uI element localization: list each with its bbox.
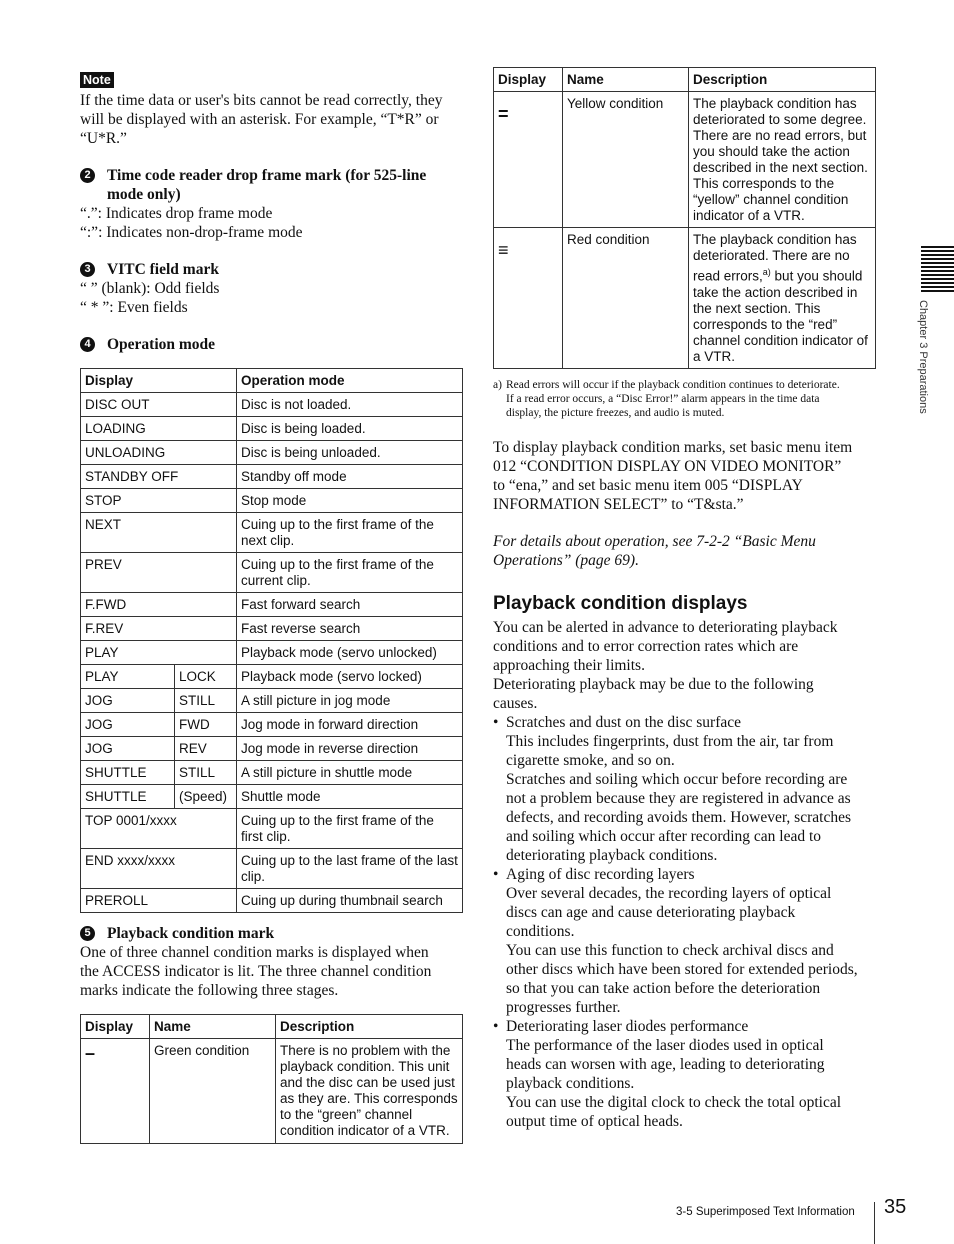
operation-mode-cell: Shuttle mode (237, 785, 463, 809)
section-intro (493, 618, 876, 713)
item-2-title-line: Time code reader drop frame mark (for 525-line (107, 167, 427, 184)
item-3-line: “ * ”: Even fields (80, 299, 188, 316)
note-line: “U*R.” (80, 130, 127, 147)
causes-list (493, 713, 876, 1131)
paragraph-line: to “ena,” and set basic menu item 005 “DISPLAY (493, 476, 803, 494)
paragraph-line: Deteriorating playback may be due to the following (493, 675, 814, 693)
note-line: will be displayed with an asterisk. For example, “T*R” or (80, 111, 439, 128)
item-5-line: the ACCESS indicator is lit. The three channel condition (80, 963, 432, 980)
footnote-ref: a) (762, 267, 771, 277)
chapter-label (911, 300, 941, 440)
note-badge: Note (80, 72, 114, 88)
paragraph-line: 012 “CONDITION DISPLAY ON VIDEO MONITOR” (493, 457, 842, 475)
display-cell: PLAY (81, 641, 237, 665)
table-header-display: Display (494, 68, 563, 92)
paragraph-line: INFORMATION SELECT” to “T&sta.” (493, 495, 744, 513)
table-row (81, 713, 463, 737)
table-row (494, 92, 876, 228)
table-header-name: Name (563, 68, 689, 92)
condition-table-green (80, 1014, 463, 1144)
display-cell: PREV (81, 553, 237, 593)
table-header-name: Name (150, 1015, 276, 1039)
red-condition-mark: ≡ (494, 228, 563, 369)
table-row (81, 617, 463, 641)
table-row (81, 593, 463, 617)
green-condition-mark: – (81, 1039, 150, 1144)
display-cell: NEXT (81, 513, 237, 553)
operation-mode-cell: Fast reverse search (237, 617, 463, 641)
item-2 (80, 166, 463, 242)
operation-mode-cell: Jog mode in forward direction (237, 713, 463, 737)
table-header-operation-mode: Operation mode (237, 369, 463, 393)
operation-mode-cell: Disc is not loaded. (237, 393, 463, 417)
operation-mode-cell: Cuing up during thumbnail search (237, 889, 463, 913)
table-row (81, 849, 463, 889)
operation-mode-cell: Cuing up to the first frame of the first clip. (237, 809, 463, 849)
bullet-heading: • Aging of disc recording layers (506, 865, 695, 883)
item-5-heading (80, 924, 463, 943)
item-4 (80, 335, 463, 354)
chapter-tab-stripes (921, 246, 954, 294)
item-2-line: “:”: Indicates non-drop-frame mode (80, 224, 303, 241)
display-cell: SHUTTLE (81, 785, 175, 809)
cross-reference-line: Operations” (page 69). (493, 551, 639, 569)
item-3-heading (80, 260, 463, 279)
footnote-line: Read errors will occur if the playback condition continues to deteriorate. (506, 378, 840, 391)
paragraph-line: You can be alerted in advance to deteriorating playback (493, 618, 838, 636)
table-row (81, 1039, 463, 1144)
footnote-label: a) (493, 378, 502, 391)
paragraph-line: To display playback condition marks, set basic menu item (493, 438, 853, 456)
cross-reference (493, 532, 876, 570)
list-item: • Scratches and dust on the disc surface This includes fingerprints, dust from the air, tar from cigarette smoke, and so on. Scratches and soiling which occur before recording are not a problem because they are registered in advance as defects, and recording avoids them. However, scratches and soiling which occur after recording can lead to deteriorating playback conditions. (493, 713, 876, 865)
footer-divider (874, 1202, 875, 1244)
operation-mode-cell: Cuing up to the last frame of the last clip. (237, 849, 463, 889)
bullet-heading: • Scratches and dust on the disc surface (506, 713, 742, 731)
operation-mode-cell: Cuing up to the first frame of the current clip. (237, 553, 463, 593)
condition-name: Yellow condition (563, 92, 689, 228)
table-row (81, 513, 463, 553)
item-number-icon: 5 (80, 926, 95, 941)
item-number-icon: 4 (80, 337, 95, 352)
condition-name: Red condition (563, 228, 689, 369)
display-sub-cell: LOCK (175, 665, 237, 689)
footnote-line: If a read error occurs, a “Disc Error!” alarm appears in the time data (506, 392, 820, 405)
condition-table-yellow-red (493, 67, 876, 369)
operation-mode-cell: Cuing up to the first frame of the next clip. (237, 513, 463, 553)
operation-mode-table-body (81, 393, 463, 913)
operation-mode-table (80, 368, 463, 913)
operation-mode-cell: Stop mode (237, 489, 463, 513)
display-cell: JOG (81, 737, 175, 761)
display-sub-cell: FWD (175, 713, 237, 737)
item-5-line: One of three channel condition marks is displayed when (80, 944, 429, 961)
operation-mode-cell: Disc is being loaded. (237, 417, 463, 441)
display-sub-cell: (Speed) (175, 785, 237, 809)
display-sub-cell: STILL (175, 689, 237, 713)
item-5-title: Playback condition mark (107, 925, 275, 942)
display-cell: JOG (81, 689, 175, 713)
chapter-label-text: Chapter 3 Preparations (917, 300, 929, 414)
condition-description: The playback condition has deteriorated. There are no read errors,$^{a)}$ but you should take the action described in the next section. This corresponds to the “red” channel condition indicator of a VTR. (689, 228, 876, 369)
note-block (80, 70, 463, 148)
item-3-line: “ ” (blank): Odd fields (80, 280, 220, 297)
operation-mode-cell: Jog mode in reverse direction (237, 737, 463, 761)
yellow-condition-mark: = (494, 92, 563, 228)
display-cell: SHUTTLE (81, 761, 175, 785)
list-item: • Deteriorating laser diodes performance The performance of the laser diodes used in optical heads can worsen with age, leading to deteriorating playback conditions. You can use the digital clock to check the total optical output time of optical heads. (493, 1017, 876, 1131)
table-row (81, 641, 463, 665)
display-cell: F.FWD (81, 593, 237, 617)
operation-mode-cell: A still picture in shuttle mode (237, 761, 463, 785)
table-row (81, 785, 463, 809)
item-2-heading (80, 166, 463, 204)
operation-mode-cell: Playback mode (servo unlocked) (237, 641, 463, 665)
operation-mode-cell: Disc is being unloaded. (237, 441, 463, 465)
item-number-icon: 3 (80, 262, 95, 277)
display-sub-cell: STILL (175, 761, 237, 785)
condition-description: The playback condition has deteriorated to some degree. There are no read errors, but you should take the action described in the next section. This corresponds to the “yellow” channel condition indicator of a VTR. (689, 92, 876, 228)
table-row (81, 689, 463, 713)
item-5-line: marks indicate the following three stages. (80, 982, 339, 999)
table-row (81, 889, 463, 913)
display-cell: PREROLL (81, 889, 237, 913)
table-row (81, 465, 463, 489)
condition-name: Green condition (150, 1039, 276, 1144)
item-2-title-line: mode only) (107, 186, 181, 203)
display-cell: END xxxx/xxxx (81, 849, 237, 889)
display-cell: DISC OUT (81, 393, 237, 417)
item-number-icon: 2 (80, 168, 95, 183)
display-cell: PLAY (81, 665, 175, 689)
table-row (81, 417, 463, 441)
item-4-heading (80, 335, 463, 354)
paragraph-line: causes. (493, 694, 538, 712)
display-sub-cell: REV (175, 737, 237, 761)
display-cell: STANDBY OFF (81, 465, 237, 489)
table-row (81, 809, 463, 849)
list-item: • Aging of disc recording layers Over several decades, the recording layers of optical discs can age and cause deteriorating playback conditions. You can use this function to check archival discs and other discs which have been stored for extended periods, so that you can take action before the deterioration progresses further. (493, 865, 876, 1017)
table-row (81, 393, 463, 417)
item-3-title: VITC field mark (107, 261, 219, 278)
operation-mode-cell: Standby off mode (237, 465, 463, 489)
table-header-description: Description (276, 1015, 463, 1039)
item-5 (80, 924, 463, 1000)
table-row (81, 665, 463, 689)
table-header-description: Description (689, 68, 876, 92)
item-4-title: Operation mode (107, 336, 216, 353)
operation-mode-cell: Fast forward search (237, 593, 463, 617)
display-cell: UNLOADING (81, 441, 237, 465)
page-number: 35 (884, 1196, 907, 1218)
table-row (81, 489, 463, 513)
table-header-display: Display (81, 1015, 150, 1039)
table-row (81, 441, 463, 465)
item-3 (80, 260, 463, 317)
paragraph-line: conditions and to error correction rates which are (493, 637, 799, 655)
table-header-display: Display (81, 369, 237, 393)
paragraph-line: approaching their limits. (493, 656, 645, 674)
operation-mode-cell: A still picture in jog mode (237, 689, 463, 713)
table-row (494, 228, 876, 369)
condition-description: There is no problem with the playback condition. This unit and the disc can be used just as they are. This corresponds to the “green” channel condition indicator of a VTR. (276, 1039, 463, 1144)
bullet-heading: • Deteriorating laser diodes performance (506, 1017, 749, 1035)
table-row (81, 737, 463, 761)
section-title: Playback condition displays (493, 592, 748, 614)
display-cell: F.REV (81, 617, 237, 641)
display-cell: LOADING (81, 417, 237, 441)
table-row (81, 761, 463, 785)
footnote-line: display, the picture freezes, and audio is muted. (506, 406, 725, 419)
left-column (80, 70, 463, 1144)
footnote (493, 378, 876, 420)
table-row (81, 553, 463, 593)
display-instructions (493, 438, 876, 514)
display-cell: TOP 0001/xxxx (81, 809, 237, 849)
display-cell: STOP (81, 489, 237, 513)
footer-section-title: 3-5 Superimposed Text Information (676, 1206, 855, 1218)
note-line: If the time data or user's bits cannot be read correctly, they (80, 92, 443, 109)
display-cell: JOG (81, 713, 175, 737)
item-2-line: “.”: Indicates drop frame mode (80, 205, 273, 222)
operation-mode-cell: Playback mode (servo locked) (237, 665, 463, 689)
cross-reference-line: For details about operation, see 7-2-2 “Basic Menu (493, 532, 816, 550)
right-column (493, 67, 876, 1131)
